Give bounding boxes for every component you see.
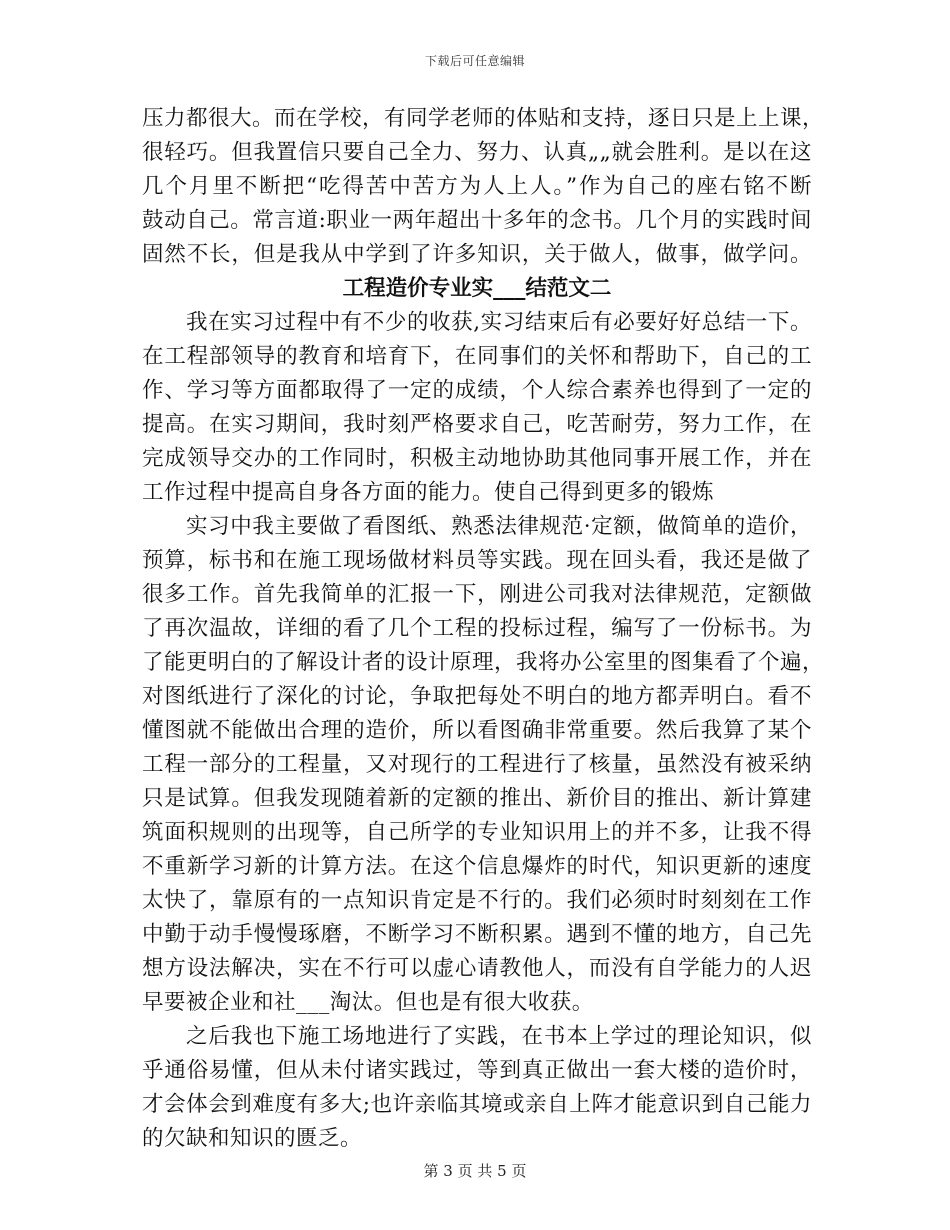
paragraph-3 [142, 510, 825, 1020]
text-line: 压力都很大。而在学校，有同学老师的体贴和支持，逐日只是上上课， [142, 106, 825, 131]
paragraph-1 [142, 102, 825, 272]
page-header: 下载后可任意编辑 [424, 54, 525, 68]
text-line: 懂图就不能做出合理的造价，所以看图确非常重要。然后我算了某个 [142, 718, 812, 743]
paragraph-4 [142, 1020, 812, 1156]
text-line: 工作过程中提高自身各方面的能力。使自己得到更多的锻炼 [142, 480, 715, 505]
text-line: 了能更明白的了解设计者的设计原理，我将办公室里的图集看了个遍， [142, 650, 825, 675]
document-body [142, 102, 825, 1156]
text-line: 很多工作。首先我简单的汇报一下，刚进公司我对法律规范，定额做 [142, 582, 812, 607]
text-line: 乎通俗易懂，但从未付诸实践过，等到真正做出一套大楼的造价时， [142, 1058, 812, 1083]
text-line: 才会体会到难度有多大;也许亲临其境或亲自上阵才能意识到自己能力 [142, 1092, 812, 1117]
text-line: 工程一部分的工程量，又对现行的工程进行了核量，虽然没有被采纳 [142, 752, 812, 777]
text-line: 提高。在实习期间，我时刻严格要求自己，吃苦耐劳，努力工作，在 [142, 412, 812, 437]
text-line: 固然不长，但是我从中学到了许多知识，关于做人，做事，做学问。 [142, 242, 812, 267]
text-line: 中勤于动手慢慢琢磨，不断学习不断积累。遇到不懂的地方，自己先 [142, 922, 812, 947]
text-line: 我在实习过程中有不少的收获,实习结束后有必要好好总结一下。 [186, 310, 812, 335]
text-line: 对图纸进行了深化的讨论，争取把每处不明白的地方都弄明白。看不 [142, 684, 812, 709]
paragraph-2 [142, 306, 812, 510]
text-line: 只是试算。但我发现随着新的定额的推出、新价目的推出、新计算建 [142, 786, 812, 811]
text-line: 早要被企业和社___淘汰。但也是有很大收获。 [142, 990, 594, 1015]
text-line: 几个月里不断把“吃得苦中苦方为人上人。”作为自己的座右铭不断 [142, 174, 812, 199]
text-line: 实习中我主要做了看图纸、熟悉法律规范·定额，做简单的造价， [186, 514, 812, 539]
text-line: 想方设法解决，实在不行可以虚心请教他人，而没有自学能力的人迟 [142, 956, 812, 981]
section-title: 工程造价专业实___结范文二 [342, 276, 612, 301]
text-line: 预算，标书和在施工现场做材料员等实践。现在回头看，我还是做了 [142, 548, 812, 573]
text-line: 筑面积规则的出现等，自己所学的专业知识用上的并不多，让我不得 [142, 820, 812, 845]
page-footer: 第 3 页 共 5 页 [423, 1162, 527, 1180]
text-line: 太快了，靠原有的一点知识肯定是不行的。我们必须时时刻刻在工作 [142, 888, 812, 913]
text-line: 很轻巧。但我置信只要自己全力、努力、认真„„就会胜利。是以在这 [142, 140, 812, 165]
text-line: 鼓动自己。常言道:职业一两年超出十多年的念书。几个月的实践时间 [142, 208, 812, 233]
text-line: 完成领导交办的工作同时，积极主动地协助其他同事开展工作，并在 [142, 446, 812, 471]
text-line: 在工程部领导的教育和培育下，在同事们的关怀和帮助下，自己的工 [142, 344, 812, 369]
text-line: 了再次温故，详细的看了几个工程的投标过程，编写了一份标书。为 [142, 616, 812, 641]
text-line: 作、学习等方面都取得了一定的成绩，个人综合素养也得到了一定的 [142, 378, 812, 403]
text-line: 之后我也下施工场地进行了实践，在书本上学过的理论知识，似 [186, 1024, 812, 1049]
text-line: 的欠缺和知识的匮乏。 [142, 1126, 363, 1151]
text-line: 不重新学习新的计算方法。在这个信息爆炸的时代，知识更新的速度 [142, 854, 812, 879]
